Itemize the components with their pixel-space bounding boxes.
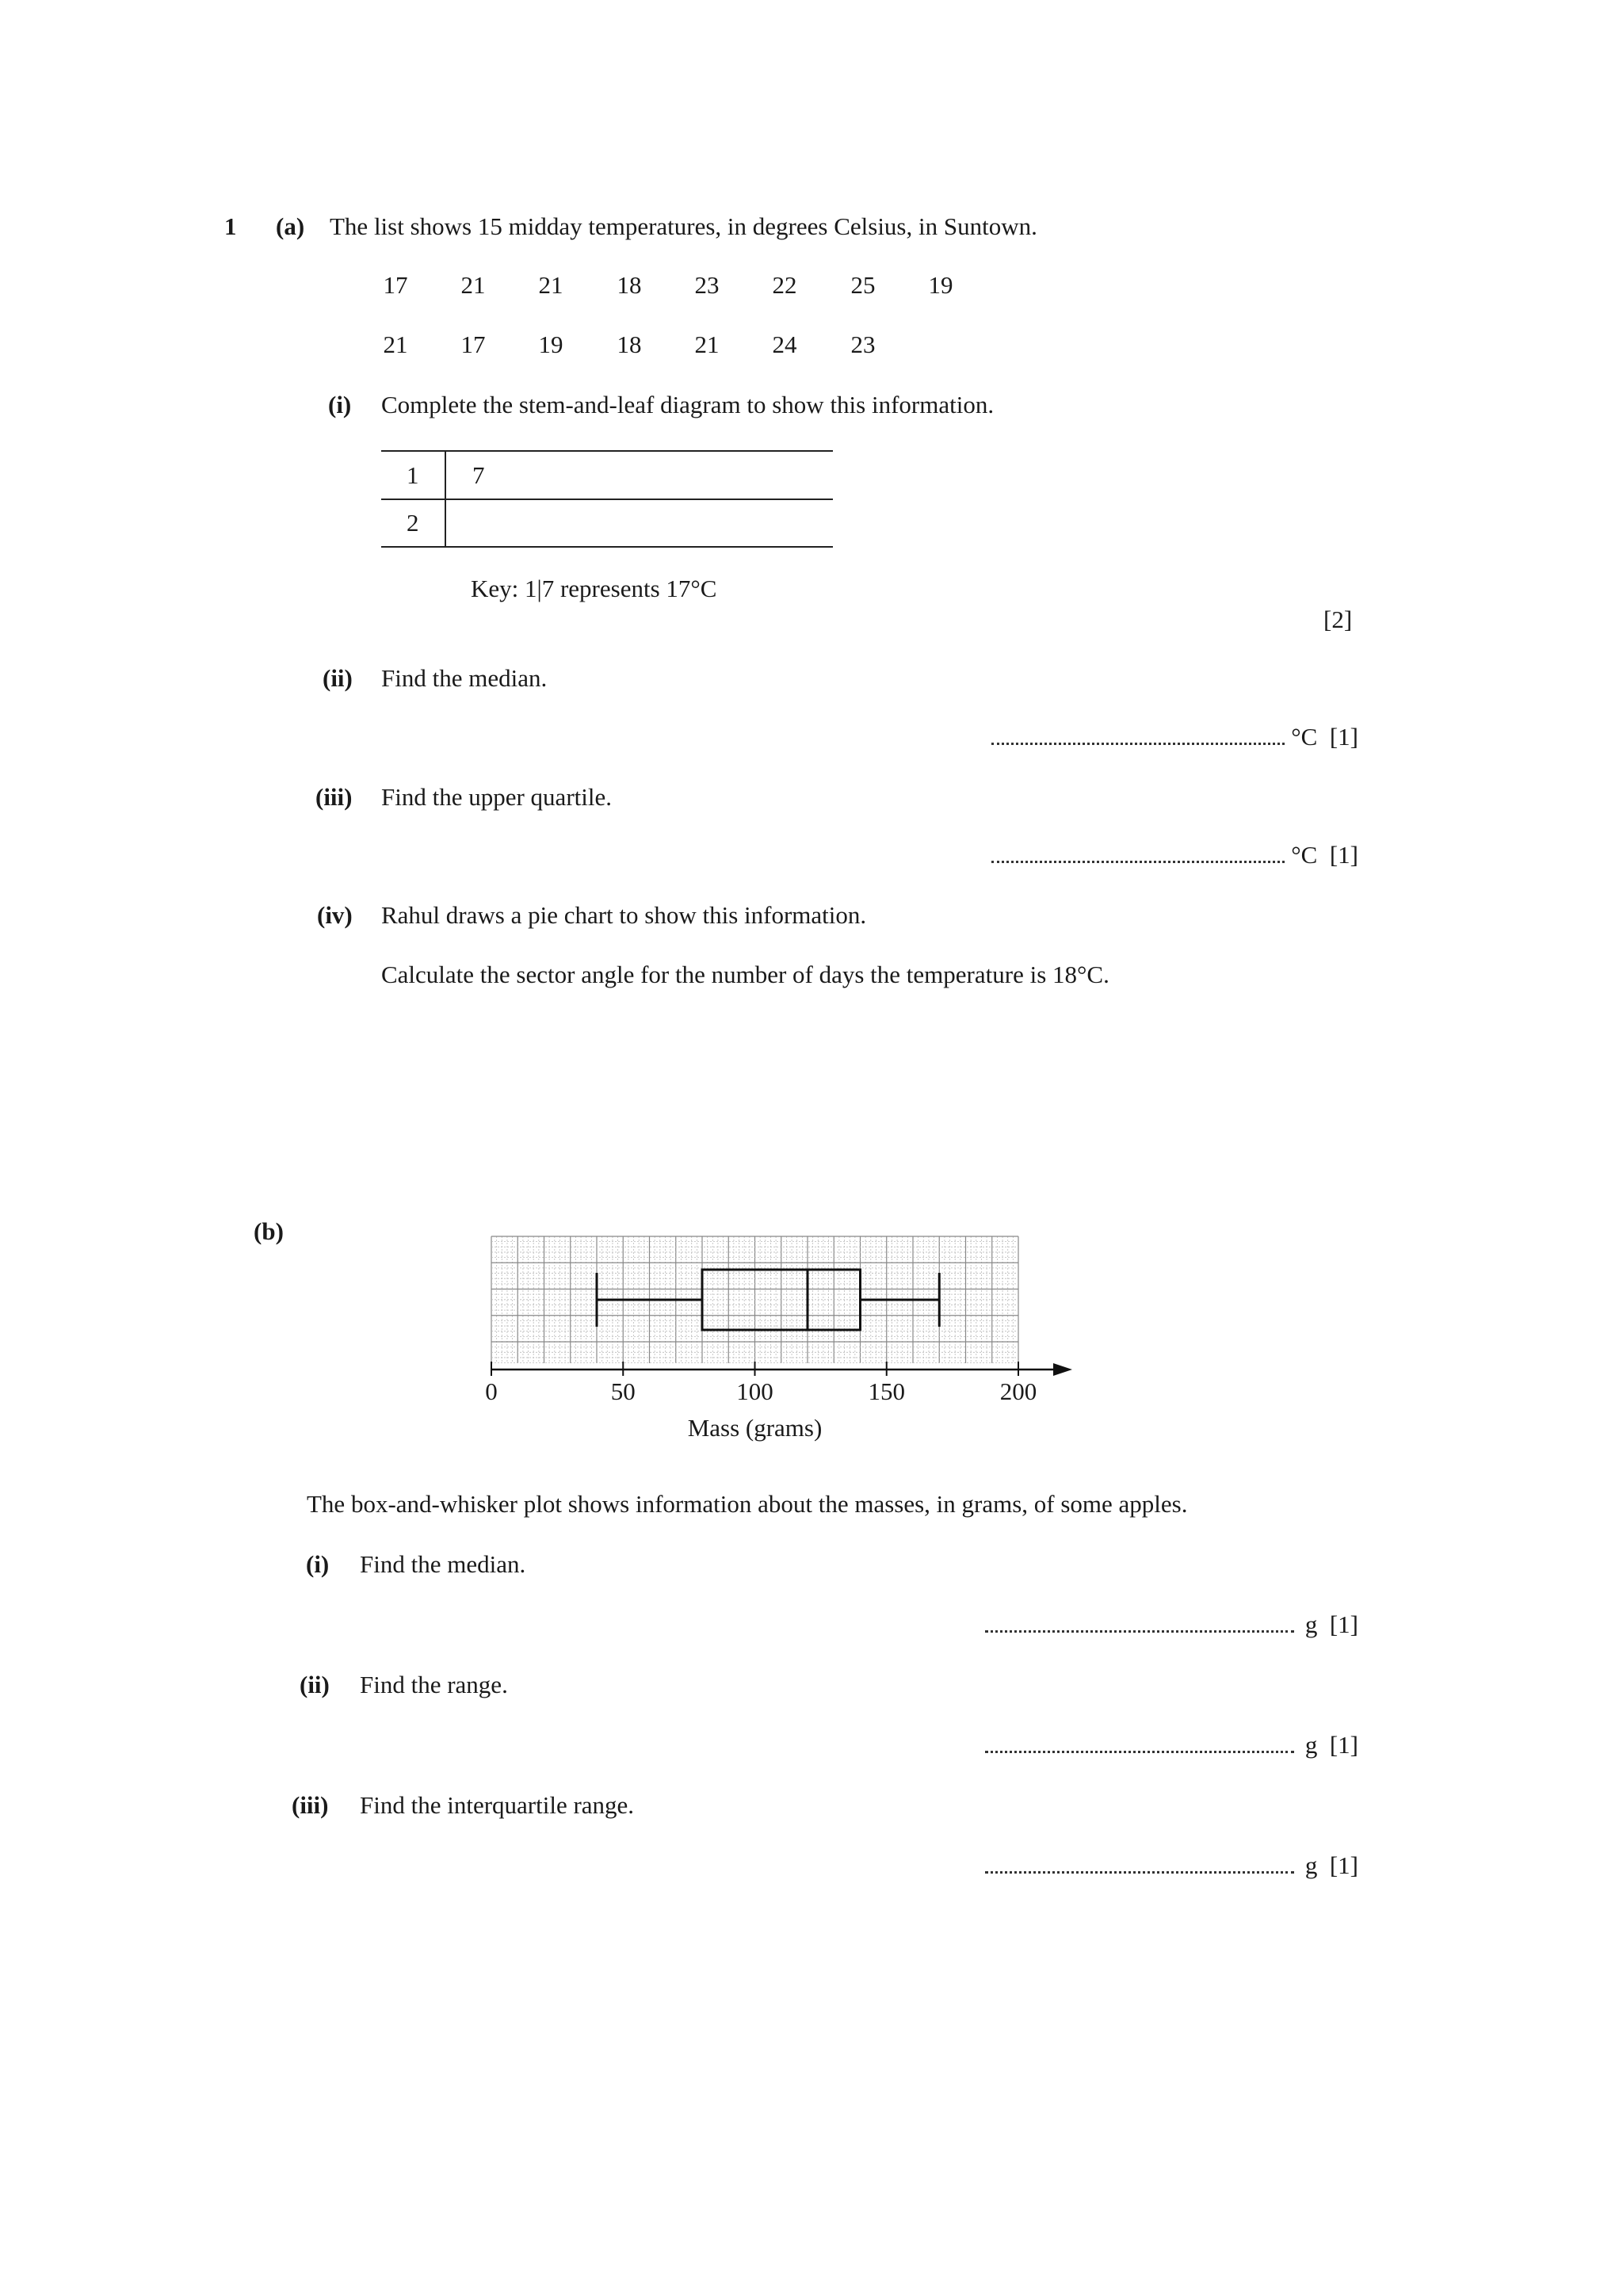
temperature-value: 19 (538, 330, 563, 358)
stem-leaf-bottom-line (381, 546, 833, 548)
part-a-label: (a) (276, 212, 305, 240)
temperature-value: 22 (772, 271, 797, 299)
x-tick-label: 150 (868, 1377, 905, 1405)
x-axis (485, 1362, 1072, 1442)
x-axis-label: Mass (grams) (687, 1414, 823, 1442)
temperature-value: 24 (772, 330, 797, 358)
x-tick-label: 50 (610, 1377, 636, 1405)
question-number: 1 (224, 212, 237, 240)
marks: [1] (1329, 841, 1358, 869)
temperature-value: 19 (928, 271, 953, 299)
leaf-row-1: 7 (472, 461, 485, 489)
part-b-ii-text: Find the range. (360, 1671, 508, 1698)
x-axis-arrowhead (1053, 1363, 1072, 1376)
stem-leaf-top-line (381, 450, 833, 452)
stem-2: 2 (407, 509, 419, 537)
stem-leaf-divider (445, 450, 446, 548)
part-a-iv-text-1: Rahul draws a pie chart to show this information. (381, 901, 867, 929)
part-a-i-text: Complete the stem-and-leaf diagram to show this information. (381, 391, 995, 418)
stem-leaf-key: Key: 1|7 represents 17°C (471, 575, 717, 602)
temperature-value: 17 (460, 330, 486, 358)
temperature-value: 21 (538, 271, 563, 299)
temperature-value: 18 (617, 330, 642, 358)
part-b-i-text: Find the median. (360, 1550, 526, 1578)
part-a-iii-text: Find the upper quartile. (381, 783, 612, 811)
temperature-value: 17 (383, 271, 408, 299)
part-b-ii-label: (ii) (300, 1671, 330, 1698)
temperature-value: 21 (694, 330, 720, 358)
answer-line-range[interactable] (985, 1733, 1358, 1757)
part-a-ii-label: (ii) (323, 664, 353, 692)
part-a-iv-text-2: Calculate the sector angle for the number of days the temperature is 18°C. (381, 961, 1109, 988)
unit: °C (1291, 723, 1318, 751)
answer-line-upper-quartile[interactable] (991, 842, 1358, 867)
temperature-value: 25 (850, 271, 876, 299)
part-a-i-label: (i) (328, 391, 352, 418)
answer-dots[interactable] (985, 1629, 1294, 1633)
unit: g (1304, 1610, 1318, 1638)
marks: [1] (1329, 1731, 1358, 1759)
temperature-value: 18 (617, 271, 642, 299)
unit: g (1304, 1851, 1318, 1879)
temperature-value: 21 (460, 271, 486, 299)
temperature-value: 23 (694, 271, 720, 299)
answer-dots[interactable] (985, 1870, 1294, 1874)
part-b-iii-label: (iii) (292, 1791, 329, 1819)
box-and-whisker-plot (475, 1228, 1086, 1466)
answer-line-iqr[interactable] (985, 1853, 1358, 1878)
stem-1: 1 (407, 461, 419, 489)
part-a-i-marks: [2] (1323, 606, 1353, 633)
temperature-value: 21 (383, 330, 408, 358)
part-b-iii-text: Find the interquartile range. (360, 1791, 635, 1819)
answer-dots[interactable] (991, 860, 1285, 863)
stem-leaf-middle-line (381, 499, 833, 500)
temperature-value: 23 (850, 330, 876, 358)
marks: [1] (1329, 1610, 1358, 1638)
x-tick-label: 200 (999, 1377, 1037, 1405)
answer-line-median-temp[interactable] (991, 724, 1358, 749)
unit: g (1304, 1731, 1318, 1759)
marks: [1] (1329, 1851, 1358, 1879)
answer-dots[interactable] (985, 1750, 1294, 1753)
part-b-intro: The box-and-whisker plot shows information about the masses, in grams, of some apples. (307, 1490, 1188, 1518)
x-tick-label: 0 (485, 1377, 498, 1405)
answer-dots[interactable] (991, 742, 1285, 745)
unit: °C (1291, 841, 1318, 869)
part-b-i-label: (i) (306, 1550, 330, 1578)
part-a-iii-label: (iii) (315, 783, 353, 811)
part-a-iv-label: (iv) (317, 901, 353, 929)
part-a-intro: The list shows 15 midday temperatures, in degrees Celsius, in Suntown. (330, 212, 1037, 240)
marks: [1] (1329, 723, 1358, 751)
x-tick-label: 100 (736, 1377, 773, 1405)
answer-line-median-mass[interactable] (985, 1612, 1358, 1637)
part-b-label: (b) (254, 1217, 284, 1245)
part-a-ii-text: Find the median. (381, 664, 548, 692)
